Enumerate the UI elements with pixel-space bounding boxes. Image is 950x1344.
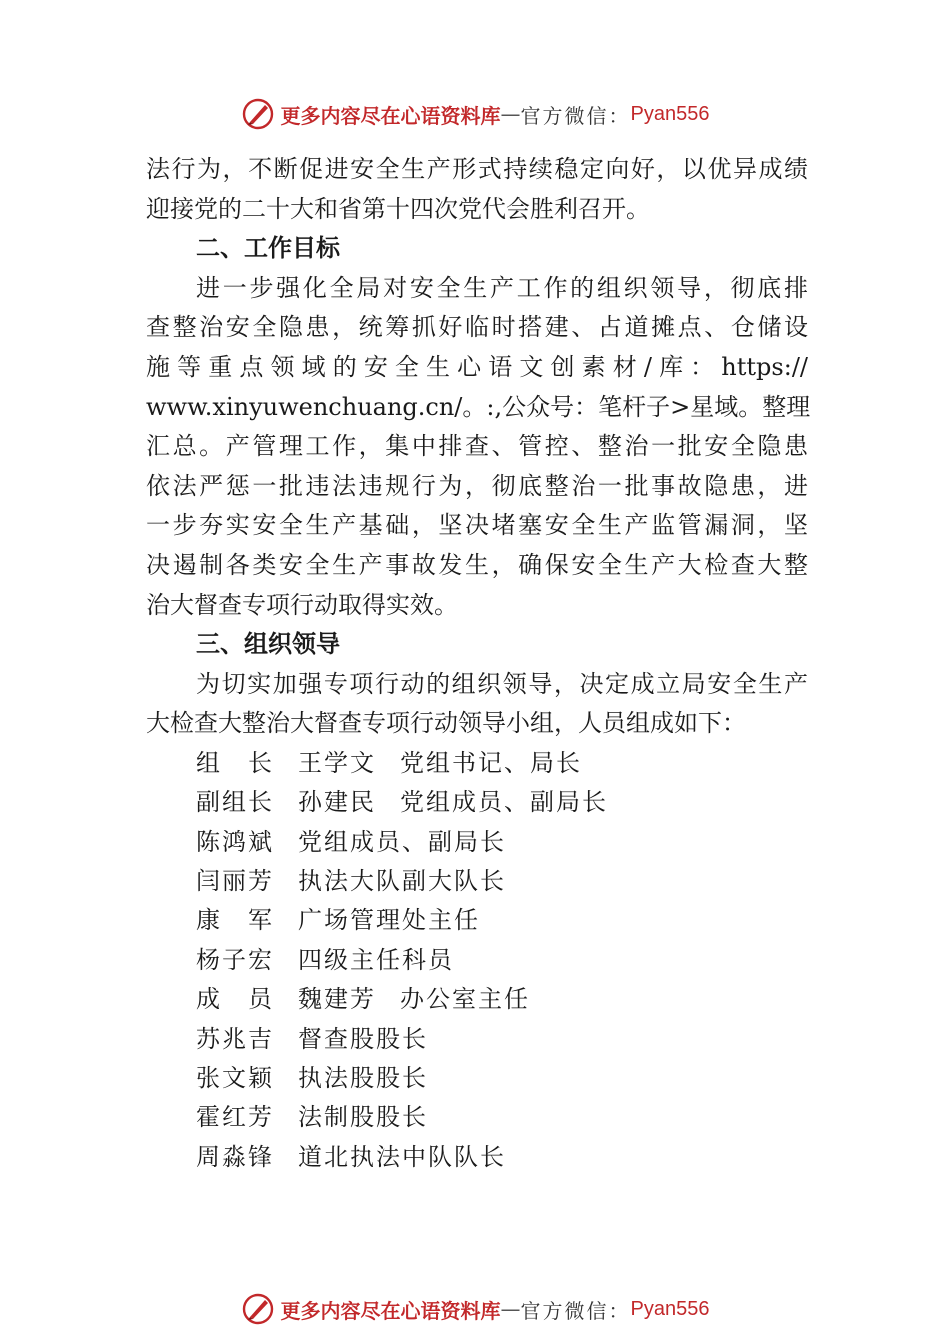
member-row: 副组长 孙建民 党组成员、副局长	[196, 788, 608, 817]
member-row: 苏兆吉 督查股股长	[196, 1024, 428, 1053]
member-row: 周淼锋 道北执法中队队长	[196, 1142, 506, 1171]
paragraph-line: 治大督查专项行动取得实效。	[146, 590, 458, 619]
member-row: 组 长 王学文 党组书记、局长	[196, 748, 582, 777]
paragraph-line: 进一步强化全局对安全生产工作的组织领导，彻底排	[196, 273, 808, 302]
banner-site-name: 更多内容尽在心语资料库	[280, 1298, 501, 1323]
paragraph-line: 迎接党的二十大和省第十四次党代会胜利召开。	[146, 194, 650, 223]
member-row: 康 军 广场管理处主任	[196, 906, 480, 935]
member-row: 闫丽芳 执法大队副大队长	[196, 867, 506, 896]
banner-wechat-id: Pyan556	[630, 102, 710, 125]
banner-site-name: 更多内容尽在心语资料库	[280, 103, 501, 128]
banner-separator: —	[500, 1297, 521, 1321]
member-row: 张文颖 执法股股长	[196, 1064, 428, 1093]
document-body	[146, 150, 811, 1177]
member-row: 成 员 魏建芳 办公室主任	[196, 985, 530, 1014]
paragraph-line: 一步夯实安全生产基础，坚决堵塞安全生产监管漏洞，坚	[146, 511, 808, 540]
section-heading-goals: 二、工作目标	[196, 234, 340, 263]
member-row: 杨子宏 四级主任科员	[196, 945, 454, 974]
paragraph-line: www.xinyuwenchuang.cn/。:,公众号：笔杆子>星域。整理	[146, 392, 811, 421]
banner-wechat-label: 官方微信：	[520, 103, 631, 128]
pen-seal-icon	[241, 97, 275, 131]
paragraph-line: 查整治安全隐患，统筹抓好临时搭建、占道摊点、仓储设	[146, 313, 808, 342]
section-heading-leadership: 三、组织领导	[196, 630, 340, 659]
paragraph-line: 大检查大整治大督查专项行动领导小组，人员组成如下：	[146, 709, 746, 738]
paragraph-line: 为切实加强专项行动的组织领导，决定成立局安全生产	[196, 669, 808, 698]
banner-separator: —	[500, 102, 521, 126]
paragraph-line: 施等重点领域的安全生心语文创素材/库：https://	[146, 352, 808, 381]
member-row: 霍红芳 法制股股长	[196, 1103, 428, 1132]
member-list	[146, 744, 808, 1177]
banner-wechat-id: Pyan556	[630, 1297, 710, 1320]
footer-banner	[0, 1289, 950, 1329]
pen-seal-icon	[241, 1292, 275, 1326]
paragraph-line: 决遏制各类安全生产事故发生，确保安全生产大检查大整	[146, 550, 808, 579]
paragraph-line: 法行为，不断促进安全生产形式持续稳定向好，以优异成绩	[146, 155, 808, 183]
banner-wechat-label: 官方微信：	[520, 1298, 631, 1323]
paragraph-line: 汇总。产管理工作，集中排查、管控、整治一批安全隐患	[146, 432, 808, 461]
member-row: 陈鸿斌 党组成员、副局长	[196, 827, 506, 856]
paragraph-line: 依法严惩一批违法违规行为，彻底整治一批事故隐患，进	[146, 471, 808, 500]
header-banner	[0, 94, 950, 134]
